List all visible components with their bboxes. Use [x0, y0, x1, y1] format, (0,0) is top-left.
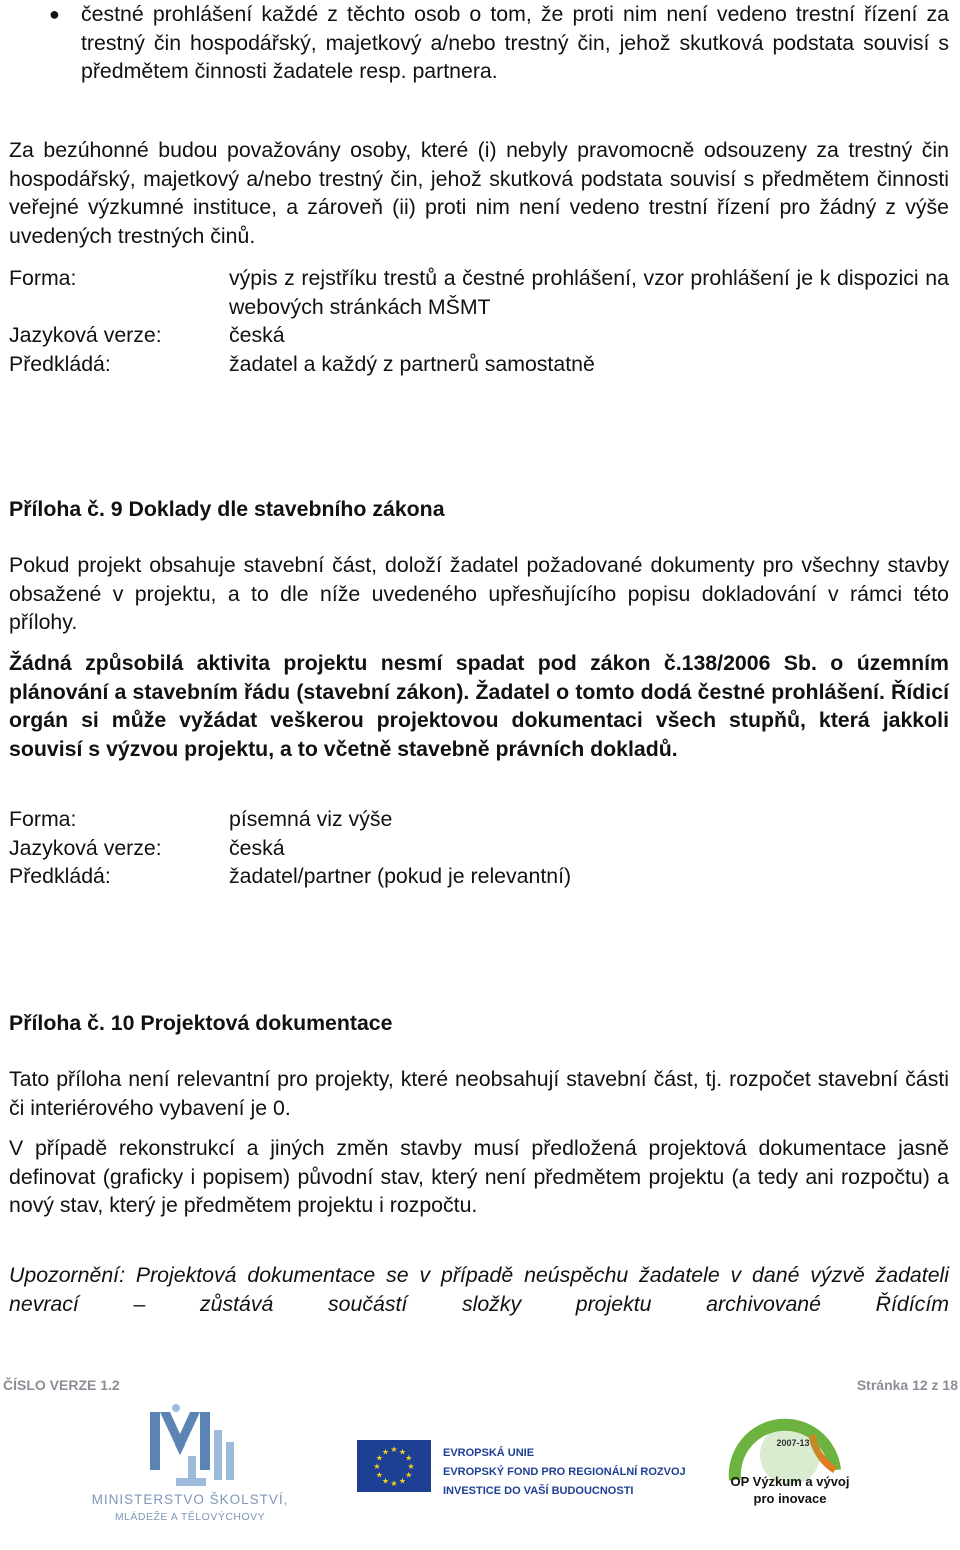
logo-strip	[0, 1400, 960, 1550]
meta-label-jazyk: Jazyková verze:	[9, 835, 162, 860]
eu-star-icon: ★	[375, 1453, 383, 1463]
meta-value-jazyk: česká	[229, 835, 285, 860]
op-years: 2007-13	[776, 1438, 810, 1448]
eu-star-icon: ★	[390, 1445, 398, 1454]
eu-star-icon: ★	[405, 1453, 413, 1463]
priloha10-paragraph-2-container	[9, 1134, 949, 1220]
bullet-text: čestné prohlášení každé z těchto osob o tom, že proti nim není vedeno trestní řízení za trestný čin hospodářský, majetkový a/nebo trestný čin, jehož skutková podstata souvisí s předmětem činnosti žadatele resp. partnera.	[81, 2, 949, 84]
meta-label-predklada: Předkládá:	[9, 864, 111, 889]
heading-priloha-9: Příloha č. 9 Doklady dle stavebního zákona	[9, 497, 445, 521]
heading-priloha-10: Příloha č. 10 Projektová dokumentace	[9, 1011, 393, 1035]
eu-text-block	[443, 1446, 686, 1497]
footer-page-number: Stránka 12 z 18	[856, 1377, 958, 1393]
paragraph-bezuhonne-container	[9, 136, 949, 250]
meta-value-predklada: žadatel/partner (pokud je relevantní)	[229, 864, 572, 889]
eu-star-icon: ★	[381, 1447, 390, 1457]
eu-star-icon: ★	[405, 1470, 413, 1480]
eu-flag-logo	[357, 1440, 431, 1492]
meta-value-forma: písemná viz výše	[229, 807, 393, 831]
meta-row-jazyk	[9, 834, 949, 863]
priloha10-paragraph-3: Upozornění: Projektová dokumentace se v případě neúspěchu žadatele v dané výzvě žadateli nevrací – zůstává součástí složky projektu archivované Řídícím	[9, 1263, 949, 1316]
eu-line-3: INVESTICE DO VAŠÍ BUDOUCNOSTI	[443, 1485, 634, 1497]
bullet-icon: ●	[49, 4, 60, 24]
priloha9-paragraph-1: Pokud projekt obsahuje stavební část, doloží žadatel požadované dokumenty pro všechny stavby obsažené v projektu, a to dle níže uvedeného upřesňujícího popisu dokladování v rámci této přílohy.	[9, 553, 949, 635]
eu-line-1: EVROPSKÁ UNIE	[443, 1447, 535, 1459]
meta-row-predklada	[9, 350, 949, 379]
meta-table-1	[9, 264, 949, 378]
op-vavpi-logo	[731, 1425, 850, 1506]
priloha10-paragraph-3-container	[9, 1261, 949, 1318]
footer-version: ČÍSLO VERZE 1.2	[3, 1377, 120, 1393]
priloha9-paragraph-1-container	[9, 551, 949, 637]
paragraph-bezuhonne: Za bezúhonné budou považovány osoby, které (i) nebyly pravomocně odsouzeny za trestný čin hospodářský, majetkový a/nebo trestný čin, jehož skutková podstata souvisí s předmětem činnosti veřejné výzkumné instituce, a zároveň (ii) proti nim není vedeno trestní řízení pro žádný z výše uvedených trestných činů.	[9, 138, 949, 248]
meta-label-predklada: Předkládá:	[9, 351, 111, 376]
meta-row-forma	[9, 264, 949, 321]
priloha10-paragraph-1: Tato příloha není relevantní pro projekty, které neobsahují stavební část, tj. rozpočet stavební části či interiérového vybavení je 0.	[9, 1067, 949, 1120]
eu-star-icon: ★	[398, 1447, 407, 1457]
meta-row-predklada	[9, 862, 949, 891]
eu-star-icon: ★	[407, 1462, 415, 1471]
priloha9-paragraph-2-container	[9, 649, 949, 763]
eu-star-icon: ★	[398, 1476, 407, 1486]
eu-line-2: EVROPSKÝ FOND PRO REGIONÁLNÍ ROZVOJ	[443, 1466, 686, 1478]
msmt-logo-line1: MINISTERSTVO ŠKOLSTVÍ,	[91, 1492, 289, 1507]
priloha9-paragraph-2: Žádná způsobilá aktivita projektu nesmí spadat pod zákon č.138/2006 Sb. o územním plánování a stavebním řádu (stavební zákon). Žadatel o tomto dodá čestné prohlášení. Řídicí orgán si může vyžádat veškerou projektovou dokumentaci všech stupňů, která jakkoli souvisí s výzvou projektu, a to včetně stavebně právních dokladů.	[9, 651, 949, 761]
eu-star-icon: ★	[390, 1479, 398, 1488]
priloha10-paragraph-2: V případě rekonstrukcí a jiných změn stavby musí předložená projektová dokumentace jasně definovat (graficky i popisem) původní stav, který není předmětem projektu (a tedy ani rozpočtu) a nový stav, který je předmětem projektu i rozpočtu.	[9, 1136, 949, 1218]
meta-value-forma: výpis z rejstříku trestů a čestné prohlášení, vzor prohlášení je k dispozici na webových stránkách MŠMT	[229, 266, 949, 319]
meta-value-jazyk: česká	[229, 323, 285, 348]
meta-table-2	[9, 805, 949, 891]
meta-row-jazyk	[9, 321, 949, 350]
eu-star-icon: ★	[381, 1476, 390, 1486]
meta-value-predklada: žadatel a každý z partnerů samostatně	[229, 351, 595, 376]
op-line-2: pro inovace	[753, 1491, 827, 1506]
eu-star-icon: ★	[375, 1470, 383, 1480]
msmt-logo	[92, 1404, 289, 1523]
meta-label-jazyk: Jazyková verze:	[9, 323, 162, 348]
op-line-1: OP Výzkum a vývoj	[730, 1474, 850, 1489]
priloha10-paragraph-1-container	[9, 1065, 949, 1122]
meta-label-forma: Forma:	[9, 807, 77, 831]
eu-star-icon: ★	[373, 1462, 381, 1471]
msmt-logo-line2: MLÁDEŽE A TĚLOVÝCHOVY	[114, 1511, 266, 1523]
meta-label-forma: Forma:	[9, 266, 77, 290]
meta-row-forma	[9, 805, 949, 834]
